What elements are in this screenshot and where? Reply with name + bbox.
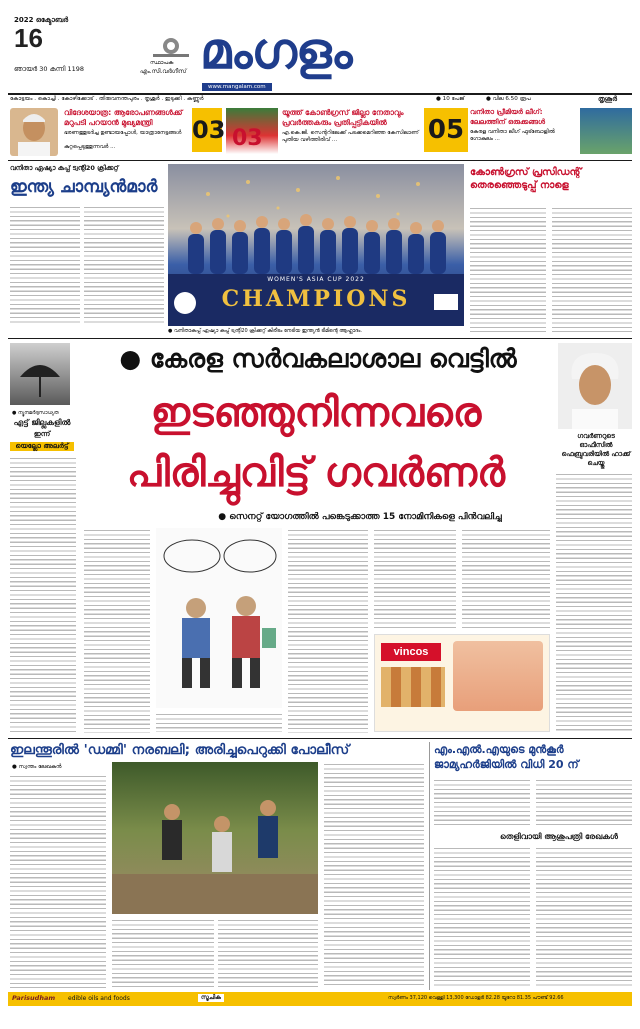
- governor-photo: [558, 343, 632, 429]
- bottom-left-col-2: [112, 918, 214, 988]
- masthead-title: മംഗളം: [200, 22, 352, 80]
- vincos-products: [381, 667, 445, 707]
- teaser-2-photo-digit: 03: [232, 126, 263, 151]
- bottom-right-col-3: [434, 846, 530, 988]
- teaser-2-line3: പുതിയ വഴിത്തിരിവ് ...: [282, 137, 338, 143]
- bottom-right-headline[interactable]: എം.എൽ.എയുടെ മുൻകൂർ ജാമ്യഹർജിയിൽ വിധി 20 ന്: [434, 743, 579, 771]
- lead-headline-2[interactable]: പിരിച്ചുവിട്ട് ഗവർണർ: [126, 450, 506, 496]
- teaser-3-line3: ഗോകുലം ...: [470, 136, 500, 142]
- teaser-strip: [8, 106, 632, 158]
- champions-photo: [168, 164, 464, 326]
- teaser-2[interactable]: [282, 108, 422, 144]
- teaser-3-page: 05: [424, 108, 468, 152]
- lead-col-1: [84, 528, 150, 733]
- top-story-kicker: വനിതാ ഏഷ്യാ കപ്പ് ട്വന്റി20 ക്രിക്കറ്റ്: [10, 164, 119, 172]
- umbrella-icon: [10, 343, 70, 405]
- bottom-right-col-2: [536, 778, 632, 828]
- footer-bar: [8, 992, 632, 1006]
- congress-headline[interactable]: കോൺഗ്രസ് പ്രസിഡന്റ് തെരഞ്ഞെടുപ്പ് നാളെ: [470, 167, 582, 191]
- congress-col-1: [470, 206, 546, 332]
- price: ● വില 6.50 രൂപ: [486, 96, 531, 102]
- rain-photo: [10, 343, 70, 405]
- top-story-headline[interactable]: ഇന്ത്യ ചാമ്പ്യൻമാർ: [10, 177, 158, 197]
- section-rule-2: [8, 738, 632, 739]
- vincos-ad-photo: [453, 641, 543, 711]
- date-month-year: 2022 ഒക്ടോബർ: [14, 16, 69, 24]
- bottom-left-headline[interactable]: ഇലന്തൂരിൽ 'ഡമ്മി' നരബലി; അരിച്ചുപെറുക്കി പോലീസ്: [10, 742, 350, 758]
- top-story-col-2: [84, 205, 164, 325]
- lead-deck: ● സെനറ്റ് യോഗത്തിൽ പങ്കെടുക്കാത്ത 15 നോമിനികളെ പിൻവലിച്ചു: [218, 512, 502, 522]
- bottom-right-subhead: തെളിവായി ആശുപത്രി രേഖകൾ: [500, 832, 618, 841]
- governor-caption: ഗവർണറുടെ ഓഫീസിൽ ഫെബ്രുവരിയിൽ ഹാക്ക് ചെയ്തു: [561, 432, 631, 467]
- teaser-2-photo: [226, 108, 278, 154]
- date-day: 16: [14, 23, 43, 53]
- teaser-photo-cm: [10, 108, 58, 156]
- banner-subtitle: WOMEN'S ASIA CUP 2022: [267, 276, 365, 283]
- teaser-3-headline: വനിതാ പ്രീമിയർ ലീഗ്: ലേലത്തിന് ഒരുക്കങ്ങൾ: [470, 108, 546, 126]
- edition-list: കോട്ടയം . കൊച്ചി . കോഴിക്കോട് . തിരുവനന്തപുരം . തൃശൂർ . ഇടുക്കി . കണ്ണൂർ: [10, 96, 204, 102]
- vincos-ad[interactable]: [374, 634, 550, 732]
- champions-caption: ● വനിതാകപ്പ് ഏഷ്യാ കപ്പ് ട്വന്റി20 ക്രിക്കറ്റ് കിരീടം നേടിയ ഇന്ത്യൻ ടീമിന്റെ ആഹ്ലാദം.: [168, 328, 362, 334]
- date-weekday: ഞായർ 30 കന്നി 1198: [14, 65, 85, 73]
- masthead-date: [14, 16, 134, 74]
- asia-cup-logo: [174, 292, 196, 314]
- teaser-1-line2: ഭരണത്തുടർച്ച ഉണ്ടായപ്പോൾ, യാത്രാനേട്ടങ്ങൾ: [64, 130, 182, 136]
- governor-portrait-icon: [558, 343, 632, 429]
- lead-col-2: [288, 528, 368, 733]
- weather-today: ഇന്ന്: [33, 430, 51, 438]
- teaser-2-line2: എ.കെ.ജി. സെന്ററിലേക്ക് പടക്കമെറിഞ്ഞ കേസിലാണ്: [282, 130, 419, 136]
- governor-text: [556, 472, 632, 732]
- top-story-col-1: [10, 205, 80, 325]
- footer-brand[interactable]: Parisudham: [12, 994, 56, 1002]
- portrait-icon: [10, 108, 58, 156]
- founder-label: സ്ഥാപക: [150, 60, 174, 66]
- police-search-icon: [112, 762, 318, 914]
- weather-label: ● ന്യൂനമർദ്ദസാധ്യത: [12, 410, 59, 416]
- teaser-3-photo: [580, 108, 632, 154]
- page-count: ● 10 പേജ്: [436, 96, 465, 102]
- teaser-1[interactable]: [8, 106, 208, 158]
- footer-tagline: edible oils and foods: [68, 995, 130, 1002]
- bottom-left-col-4: [324, 762, 424, 988]
- teaser-3[interactable]: [470, 108, 578, 143]
- teaser-rule: [8, 160, 632, 161]
- cartoon-icon: [156, 528, 282, 708]
- founder-name: എം.സി.വർഗീസ്: [140, 68, 187, 75]
- congress-col-2: [552, 206, 632, 332]
- teaser-1-headline: വിദേശയാത്ര: ആരോപണങ്ങൾക്ക് മറുപടി പറയാൻ മുഖ്യമന്ത്രി: [64, 108, 183, 127]
- acc-logo: [434, 294, 458, 310]
- bottom-left-col-1: [10, 774, 106, 988]
- bottom-divider: [429, 742, 430, 990]
- founder-emblem: [147, 36, 195, 58]
- teaser-2-page: 03: [192, 108, 222, 152]
- footer-rates: സ്വർണം 37,120 വെള്ളി 13,300 ഡോളർ 82.28 യൂറോ 81.35 പൗണ്ട് 92.66: [388, 995, 564, 1001]
- teaser-2-headline: യൂത്ത് കോൺഗ്രസ് ജില്ലാ നേതാവും പ്രവർത്തകരും പ്രതിപ്പട്ടികയിൽ: [282, 108, 404, 127]
- section-rule-1: [8, 338, 632, 339]
- weather-alert: യെല്ലോ അലർട്ട്: [10, 442, 74, 451]
- bottom-left-col-3: [218, 918, 318, 988]
- cartoon: [156, 528, 282, 708]
- banner-title: CHAMPIONS: [221, 286, 411, 312]
- lead-headline-1[interactable]: ഇടഞ്ഞുനിന്നവരെ: [150, 390, 482, 436]
- bottom-left-byline: ● സ്വന്തം ലേഖകൻ: [12, 764, 62, 770]
- bottom-right-col-1: [434, 778, 530, 828]
- lead-col-4: [462, 528, 550, 628]
- teaser-3-line2: കേരള വനിതാ ലീഗ് ഫുട്ബോളിൽ: [470, 129, 555, 135]
- weather-text: [10, 456, 76, 732]
- bottom-right-col-4: [536, 846, 632, 988]
- edition-city: തൃശൂർ: [598, 95, 617, 103]
- lead-col-3: [374, 528, 456, 628]
- cartoon-caption: [156, 712, 282, 732]
- footer-stock-label: സൂചിക: [198, 994, 224, 1002]
- weather-districts: എട്ട് ജില്ലകളിൽ: [13, 418, 71, 427]
- emblem-icon: [147, 36, 195, 58]
- police-search-photo: [112, 762, 318, 914]
- website-label[interactable]: www.mangalam.com: [202, 83, 272, 91]
- vincos-logo: vincos: [381, 643, 441, 661]
- masthead-rule: [8, 93, 632, 95]
- lead-kicker: ● കേരള സർവകലാശാല വെട്ടിൽ: [119, 344, 517, 373]
- teaser-1-line3: കുറ്റപ്പെടുത്തുന്നവർ ...: [64, 144, 116, 150]
